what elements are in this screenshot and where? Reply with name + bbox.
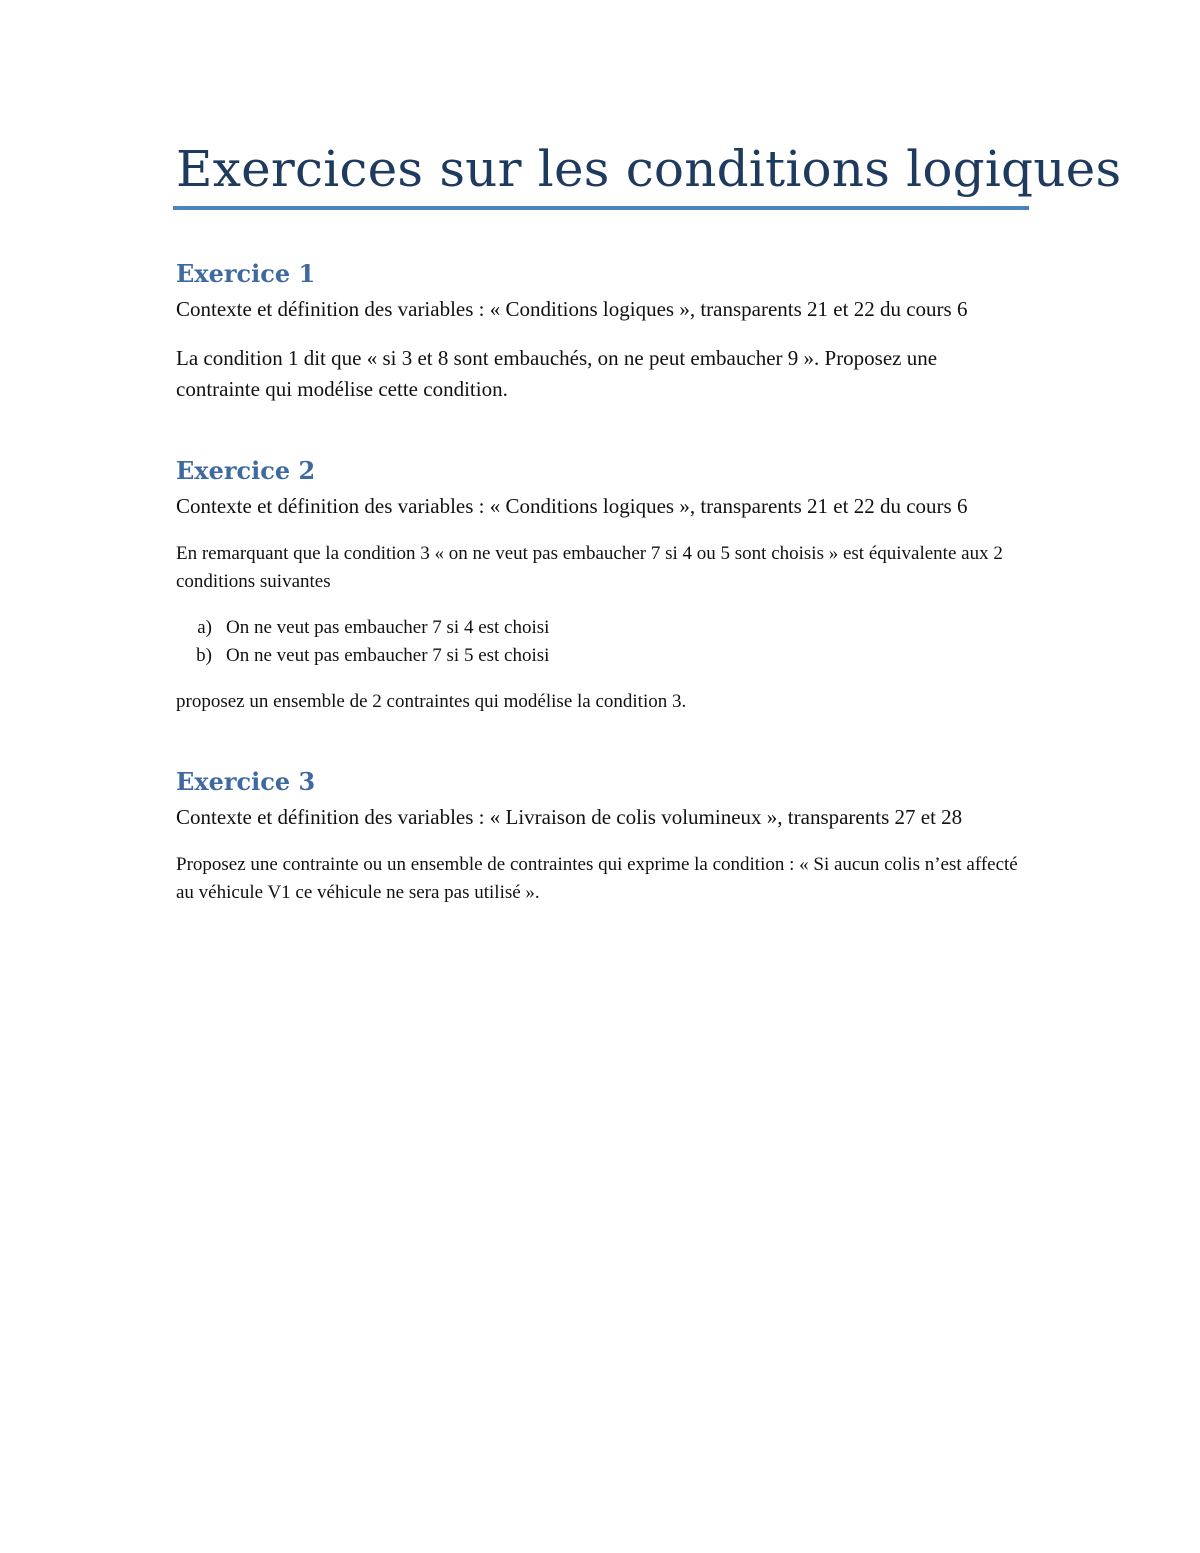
exercise-3-section — [176, 766, 1026, 907]
exercise-2-section — [176, 455, 1026, 716]
exercise-3-body: Proposez une contrainte ou un ensemble de contraintes qui exprime la condition : « Si aucun colis n’est affecté au véhicule V1 ce véhicule ne sera pas utilisé ». — [176, 854, 1018, 903]
list-marker: a) — [197, 617, 212, 638]
document-body — [176, 258, 1026, 957]
exercise-1-heading: Exercice 1 — [176, 259, 316, 288]
exercise-2-outro: proposez un ensemble de 2 contraintes qui modélise la condition 3. — [176, 691, 687, 712]
exercise-3-context: Contexte et définition des variables : « Livraison de colis volumineux », transparents 27 et 28 — [176, 805, 963, 829]
list-item-text: On ne veut pas embaucher 7 si 5 est choisi — [226, 645, 550, 666]
exercise-1-section — [176, 258, 1026, 405]
exercise-2-intro: En remarquant que la condition 3 « on ne veut pas embaucher 7 si 4 ou 5 sont choisis » est équivalente aux 2 conditions suivantes — [176, 543, 1003, 592]
exercise-1-body: La condition 1 dit que « si 3 et 8 sont embauchés, on ne peut embaucher 9 ». Proposez une contrainte qui modélise cette condition. — [176, 346, 938, 401]
list-item — [176, 642, 1026, 670]
document-title: Exercices sur les conditions logiques — [176, 140, 1122, 198]
exercise-2-heading: Exercice 2 — [176, 456, 316, 485]
exercise-1-context: Contexte et définition des variables : « Conditions logiques », transparents 21 et 22 du cours 6 — [176, 297, 968, 321]
list-marker: b) — [196, 645, 212, 666]
list-item — [176, 614, 1026, 642]
list-item-text: On ne veut pas embaucher 7 si 4 est choisi — [226, 617, 550, 638]
title-underline — [173, 206, 1029, 210]
exercise-3-heading: Exercice 3 — [176, 767, 316, 796]
exercise-2-list — [176, 614, 1026, 670]
exercise-2-context: Contexte et définition des variables : « Conditions logiques », transparents 21 et 22 du cours 6 — [176, 494, 968, 518]
